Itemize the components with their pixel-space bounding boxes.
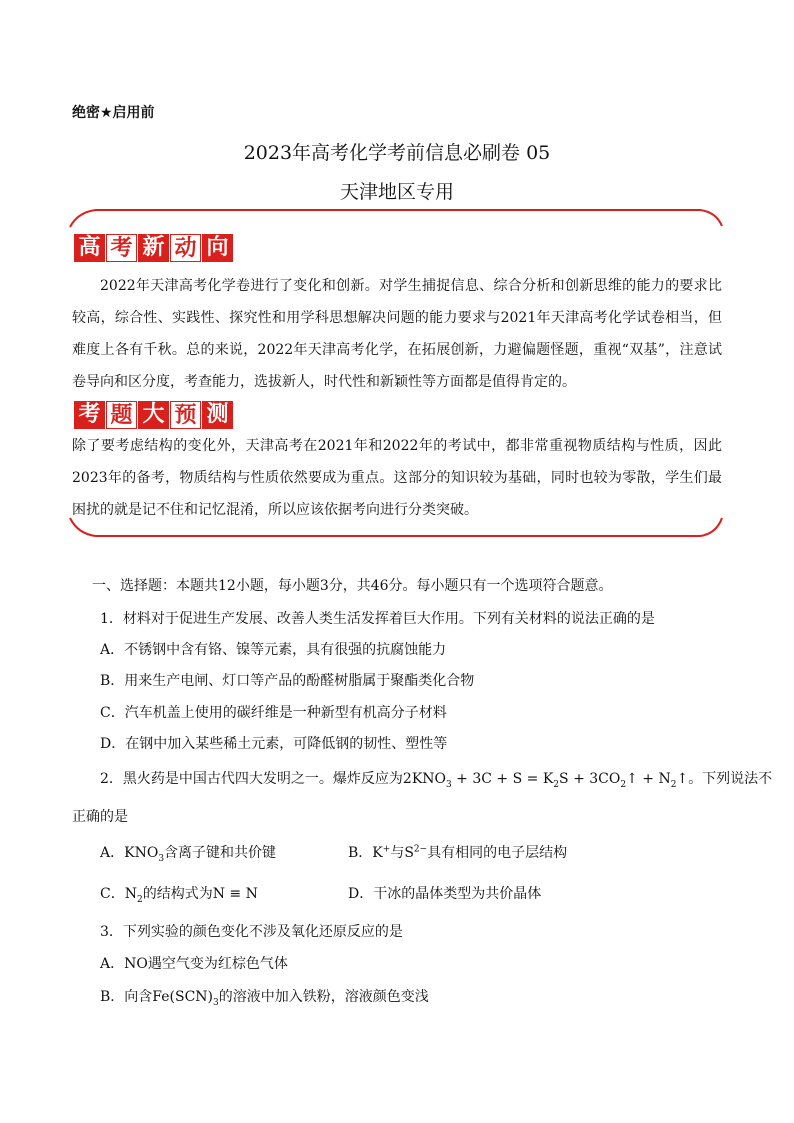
question-1-option-a: A．不锈钢中含有铬、镍等元素，具有很强的抗腐蚀能力 bbox=[100, 642, 447, 658]
question-2-stem bbox=[100, 768, 772, 790]
question-2-option-d: D．干冰的晶体类型为共价晶体 bbox=[348, 886, 542, 902]
badge-exam-prediction bbox=[74, 401, 233, 429]
stem-text: 2．黑火药是中国古代四大发明之一。爆炸反应为 bbox=[100, 771, 403, 787]
stem-text: 。下列说法不 bbox=[688, 771, 773, 787]
question-3-stem: 3．下列实验的颜色变化不涉及氧化还原反应的是 bbox=[100, 924, 403, 940]
badge-char: 考 bbox=[106, 234, 137, 262]
badge-char: 动 bbox=[170, 234, 201, 262]
question-2-option-c: C．$N_2$的结构式为N ≡ N bbox=[100, 886, 258, 905]
question-1-option-c: C．汽车机盖上使用的碳纤维是一种新型有机高分子材料 bbox=[100, 705, 447, 721]
question-2-option-a: A．$KNO_3$含离子键和共价键 bbox=[100, 845, 277, 864]
section-title: 一、选择题：本题共12小题，每小题3分，共46分。每小题只有一个选项符合题意。 bbox=[92, 578, 613, 594]
prediction-paragraph: 除了要考虑结构的变化外，天津高考在2021年和2022年的考试中，都非常重视物质结构与性质，因此2023年的备考，物质结构与性质依然要成为重点。这部分的知识较为基础，同时也较为零散，学生们最困扰的就是记不住和记忆混淆，所以应该依据考向进行分类突破。 bbox=[72, 438, 722, 518]
exam-subtitle: 天津地区专用 bbox=[339, 181, 454, 203]
trend-paragraph: 2022年天津高考化学卷进行了变化和创新。对学生捕捉信息、综合分析和创新思维的能力的要求比较高，综合性、实践性、探究性和用学科思想解决问题的能力要求与2021年天津高考化学试卷相当，但难度上各有千秋。总的来说，2022年天津高考化学，在拓展创新，力避偏题怪题，重视“双基”，注意试卷导向和区分度，考查能力，选拔新人，时代性和新颖性等方面都是值得肯定的。 bbox=[72, 278, 722, 390]
question-1-option-b: B．用来生产电闸、灯口等产品的酚醛树脂属于聚酯类化合物 bbox=[100, 673, 475, 689]
question-1-stem: 1．材料对于促进生产发展、改善人类生活发挥着巨大作用。下列有关材料的说法正确的是 bbox=[100, 611, 655, 627]
badge-char: 大 bbox=[138, 401, 169, 429]
confidential-label: 绝密★启用前 bbox=[72, 105, 155, 121]
badge-char: 向 bbox=[202, 234, 233, 262]
badge-char: 预 bbox=[170, 401, 201, 429]
question-3-option-b: B．向含$Fe(SCN)_3$的溶液中加入铁粉，溶液颜色变浅 bbox=[100, 989, 429, 1008]
badge-exam-trend bbox=[74, 234, 233, 262]
reaction-equation: $2KNO_3 + 3C + S = K_2S$ + $3CO_2↑$ + $N_2↑$ bbox=[402, 771, 689, 790]
badge-char: 题 bbox=[106, 401, 137, 429]
badge-char: 考 bbox=[74, 401, 105, 429]
question-1-option-d: D．在钢中加入某些稀土元素，可降低钢的韧性、塑性等 bbox=[100, 736, 448, 752]
question-3-option-a: A．NO遇空气变为红棕色气体 bbox=[100, 956, 288, 972]
badge-char: 新 bbox=[138, 234, 169, 262]
exam-title: 2023年高考化学考前信息必刷卷 05 bbox=[243, 142, 551, 164]
badge-char: 高 bbox=[74, 234, 105, 262]
question-2-stem-line2: 正确的是 bbox=[72, 809, 128, 825]
badge-char: 测 bbox=[202, 401, 233, 429]
question-2-option-b: B．K+与$S^{2-}$具有相同的电子层结构 bbox=[348, 844, 568, 861]
